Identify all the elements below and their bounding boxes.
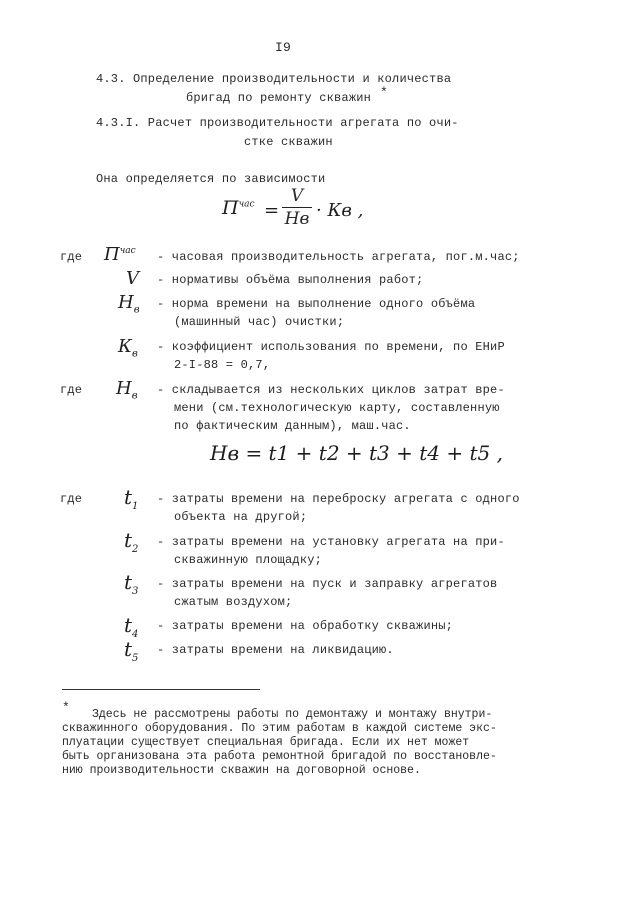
symbol-n-v-2: $Н_в$ <box>116 378 138 402</box>
symbol-t1: $t_1$ <box>124 485 139 512</box>
formula1-numerator: V <box>290 186 304 206</box>
where-label-3: где <box>60 492 83 506</box>
def-t3-line1: - затраты времени на пуск и заправку агрегатов <box>157 577 498 591</box>
def-t2-line1: - затраты времени на установку агрегата на при- <box>157 535 505 549</box>
symbol-t3: $t_3$ <box>124 570 139 597</box>
def-t4: - затраты времени на обработку скважины; <box>157 619 454 633</box>
footnote-mark: * <box>62 700 71 715</box>
section-title-line2: бригад по ремонту скважин <box>186 91 372 105</box>
symbol-k-v: $К_в$ <box>118 336 138 360</box>
formula1-fraction <box>282 186 312 232</box>
def-n-v2-line3: по фактическим данным), маш.час. <box>174 419 411 433</box>
section-title-line1: 4.3. Определение производительности и количества <box>96 72 452 86</box>
def-n-v-line2: (машинный час) очистки; <box>174 315 345 329</box>
formula-time-sum: Нв = t1 + t2 + t3 + t4 + t5 , <box>210 441 503 465</box>
def-t5: - затраты времени на ликвидацию. <box>157 643 394 657</box>
def-n-v2-line2: мени (см.технологическую карту, составленную <box>174 401 500 415</box>
subsection-title-line1: 4.3.I. Расчет производительности агрегата по очи- <box>96 116 459 130</box>
symbol-t2: $t_2$ <box>124 528 139 555</box>
def-t1-line1: - затраты времени на переброску агрегата с одного <box>157 492 520 506</box>
def-k-v-line2: 2-I-88 = 0,7, <box>174 358 271 372</box>
def-k-v-line1: - коэффициент использования по времени, по ЕНиР <box>157 340 505 354</box>
def-t1-line2: объекта на другой; <box>174 510 308 524</box>
footnote-line1: Здесь не рассмотрены работы по демонтажу и монтажу внутри- <box>92 708 493 721</box>
footnote-line2: скважинного оборудования. По этим работам в каждой системе экс- <box>62 722 497 735</box>
where-label-1: где <box>60 250 83 264</box>
def-t2-line2: скважинную площадку; <box>174 553 323 567</box>
subsection-title-line2: стке скважин <box>244 135 333 149</box>
footnote-line5: нию производительности скважин на договорной основе. <box>62 764 421 777</box>
symbol-t5: $t_5$ <box>124 637 139 664</box>
footnote-line3: плуатации существует специальная бригада. Если их нет может <box>62 736 470 749</box>
footnote-line4: быть организована эта работа ремонтной бригадой по восстановле- <box>62 750 497 763</box>
def-p-hour: - часовая производительность агрегата, пог.м.час; <box>157 250 520 264</box>
formula1-denominator: Нв <box>284 209 310 229</box>
symbol-n-v: $Н_в$ <box>118 292 140 316</box>
footnote-reference-mark: * <box>380 85 389 100</box>
def-n-v-line1: - норма времени на выполнение одного объёма <box>157 297 476 311</box>
def-t3-line2: сжатым воздухом; <box>174 595 293 609</box>
def-n-v2-line1: - складывается из нескольких циклов затрат вре- <box>157 383 505 397</box>
intro-text: Она определяется по зависимости <box>96 172 326 186</box>
page-number: I9 <box>275 40 292 55</box>
where-label-2: где <box>60 383 83 397</box>
symbol-p-hour: $П^{час}$ <box>104 244 136 265</box>
symbol-v: V <box>126 268 139 289</box>
formula1-equals: = <box>264 200 280 221</box>
symbol-t4: $t_4$ <box>124 613 139 640</box>
formula1-tail: · Кв , <box>316 200 364 221</box>
footnote-divider <box>62 689 260 690</box>
fraction-bar <box>282 207 312 208</box>
def-v: - нормативы объёма выполнения работ; <box>157 273 424 287</box>
formula1-lhs: $П^{час}$ <box>222 197 255 219</box>
